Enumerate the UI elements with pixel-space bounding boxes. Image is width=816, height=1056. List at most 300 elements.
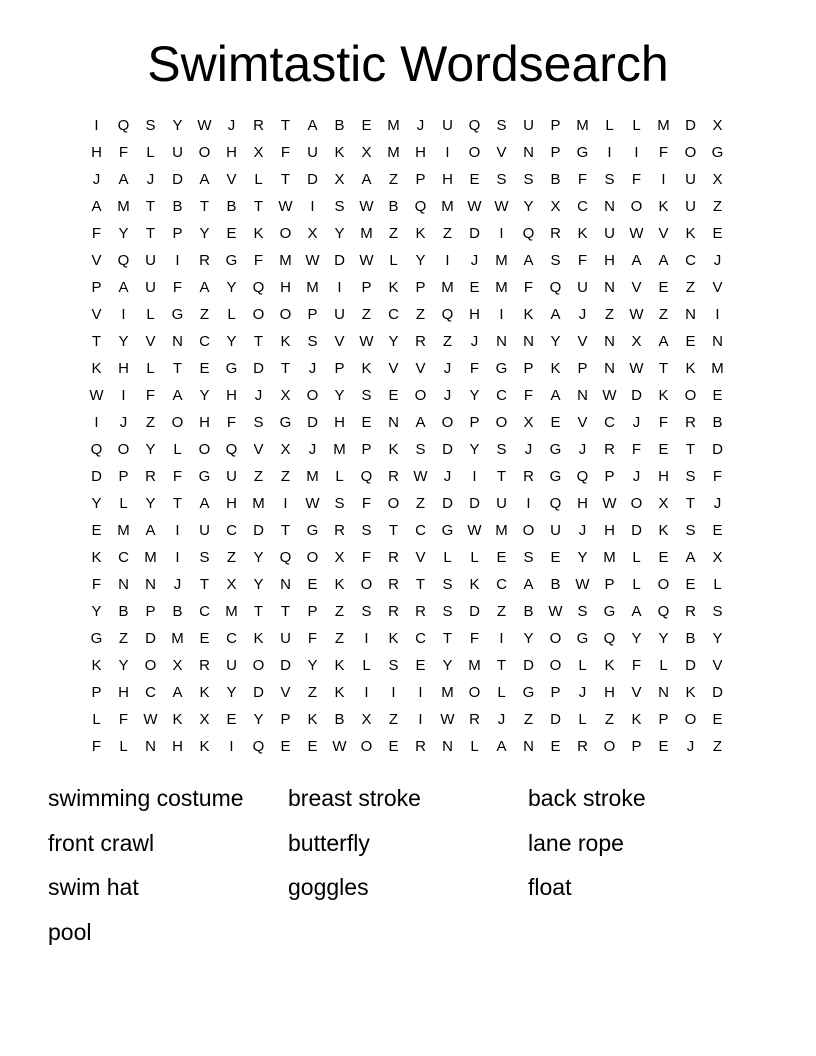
grid-letter: M [387, 117, 400, 134]
grid-letter: A [199, 279, 210, 296]
grid-letter: Y [577, 549, 588, 566]
grid-letter: G [576, 144, 589, 161]
grid-letter: K [550, 360, 561, 377]
grid-letter: P [658, 711, 669, 728]
grid-letter: Y [442, 657, 453, 674]
grid-letter: M [441, 279, 454, 296]
grid-letter: H [604, 684, 615, 701]
grid-letter: M [441, 198, 454, 215]
grid-letter: N [280, 576, 291, 593]
grid-letter: Z [118, 630, 129, 647]
grid-letter: Y [334, 225, 345, 242]
grid-letter: F [91, 225, 102, 242]
grid-letter: O [279, 306, 292, 323]
grid-letter: R [685, 603, 696, 620]
grid-letter: G [549, 441, 562, 458]
grid-letter: J [443, 387, 452, 404]
grid-letter: N [685, 306, 696, 323]
grid-letter: C [388, 306, 399, 323]
grid-letter: Y [388, 333, 399, 350]
grid-letter: E [550, 738, 561, 755]
grid-letter: U [496, 495, 507, 512]
grid-letter: S [712, 603, 723, 620]
grid-letter: L [227, 306, 236, 323]
grid-letter: R [577, 738, 588, 755]
grid-letter: V [226, 171, 237, 188]
letter-grid [83, 112, 731, 760]
grid-letter: K [388, 630, 399, 647]
grid-letter: O [198, 441, 211, 458]
grid-letter: M [495, 252, 508, 269]
grid-letter: L [92, 711, 101, 728]
grid-letter: C [685, 252, 696, 269]
grid-letter: R [388, 576, 399, 593]
grid-letter: A [631, 603, 642, 620]
grid-row [83, 112, 731, 139]
grid-letter: L [146, 306, 155, 323]
grid-letter: E [280, 738, 291, 755]
grid-letter: A [361, 171, 372, 188]
grid-letter: A [496, 738, 507, 755]
grid-letter: K [469, 576, 480, 593]
grid-letter: G [225, 360, 238, 377]
grid-letter: H [604, 252, 615, 269]
grid-letter: V [415, 549, 426, 566]
grid-letter: Z [604, 306, 615, 323]
grid-letter: M [495, 279, 508, 296]
grid-letter: A [523, 252, 534, 269]
grid-row [83, 274, 731, 301]
grid-letter: X [226, 576, 237, 593]
grid-letter: I [337, 279, 342, 296]
grid-letter: K [91, 360, 102, 377]
grid-letter: E [550, 414, 561, 431]
grid-letter: W [548, 603, 563, 620]
grid-letter: T [415, 576, 426, 593]
grid-letter: F [658, 144, 669, 161]
grid-letter: T [496, 468, 507, 485]
grid-row [83, 436, 731, 463]
grid-letter: G [603, 603, 616, 620]
grid-letter: T [685, 495, 696, 512]
grid-letter: B [226, 198, 237, 215]
grid-letter: S [361, 522, 372, 539]
grid-letter: Z [388, 225, 399, 242]
grid-letter: T [145, 198, 156, 215]
grid-row [83, 139, 731, 166]
grid-letter: V [712, 657, 723, 674]
grid-letter: J [443, 468, 452, 485]
grid-letter: M [711, 360, 724, 377]
grid-letter: M [576, 117, 589, 134]
grid-letter: I [229, 738, 234, 755]
grid-letter: K [307, 711, 318, 728]
grid-letter: M [171, 630, 184, 647]
grid-letter: U [685, 198, 696, 215]
grid-letter: V [496, 144, 507, 161]
grid-letter: X [712, 549, 723, 566]
grid-letter: V [577, 414, 588, 431]
word-list-item: breast stroke [288, 785, 421, 811]
grid-letter: H [334, 414, 345, 431]
grid-letter: U [577, 279, 588, 296]
grid-letter: R [388, 549, 399, 566]
grid-row [83, 544, 731, 571]
word-list-item: back stroke [528, 785, 646, 811]
grid-letter: T [199, 198, 210, 215]
grid-letter: J [470, 252, 479, 269]
grid-letter: V [91, 306, 102, 323]
grid-letter: N [118, 576, 129, 593]
grid-letter: F [280, 144, 291, 161]
grid-letter: I [499, 630, 504, 647]
grid-letter: E [496, 549, 507, 566]
grid-letter: S [442, 603, 453, 620]
grid-letter: P [361, 279, 372, 296]
grid-letter: J [713, 495, 722, 512]
grid-letter: A [199, 171, 210, 188]
grid-letter: E [361, 117, 372, 134]
grid-letter: M [117, 522, 130, 539]
grid-letter: L [659, 657, 668, 674]
grid-letter: P [469, 414, 480, 431]
grid-letter: X [631, 333, 642, 350]
grid-letter: P [631, 738, 642, 755]
grid-letter: I [445, 252, 450, 269]
grid-letter: S [550, 252, 561, 269]
grid-letter: E [550, 549, 561, 566]
grid-letter: F [307, 630, 318, 647]
grid-letter: J [524, 441, 533, 458]
grid-letter: M [117, 198, 130, 215]
grid-letter: A [91, 198, 102, 215]
grid-letter: K [199, 684, 210, 701]
grid-letter: E [712, 711, 723, 728]
grid-row [83, 733, 731, 760]
grid-letter: J [578, 684, 587, 701]
grid-letter: U [145, 252, 156, 269]
grid-row [83, 220, 731, 247]
grid-letter: Z [334, 603, 345, 620]
grid-letter: R [334, 522, 345, 539]
grid-letter: L [605, 117, 614, 134]
grid-row [83, 463, 731, 490]
grid-letter: P [415, 279, 426, 296]
word-list [48, 776, 768, 954]
grid-letter: J [713, 252, 722, 269]
grid-letter: W [575, 576, 590, 593]
grid-letter: F [118, 144, 129, 161]
grid-letter: K [172, 711, 183, 728]
grid-letter: N [172, 333, 183, 350]
grid-letter: B [172, 603, 183, 620]
grid-letter: S [442, 576, 453, 593]
grid-letter: N [523, 738, 534, 755]
grid-letter: J [308, 360, 317, 377]
grid-letter: O [252, 657, 265, 674]
grid-letter: F [361, 549, 372, 566]
grid-letter: F [253, 252, 264, 269]
grid-letter: Z [199, 306, 210, 323]
grid-letter: E [361, 414, 372, 431]
grid-letter: N [658, 684, 669, 701]
grid-letter: X [280, 387, 291, 404]
grid-letter: U [685, 171, 696, 188]
grid-letter: F [523, 387, 534, 404]
grid-letter: E [307, 576, 318, 593]
grid-letter: O [630, 495, 643, 512]
grid-letter: M [144, 549, 157, 566]
grid-letter: S [577, 603, 588, 620]
grid-letter: E [658, 279, 669, 296]
grid-letter: C [577, 198, 588, 215]
grid-letter: M [333, 441, 346, 458]
grid-letter: Y [469, 441, 480, 458]
grid-letter: Q [117, 117, 130, 134]
grid-letter: D [253, 360, 264, 377]
grid-letter: K [91, 657, 102, 674]
grid-letter: C [199, 603, 210, 620]
grid-letter: D [712, 684, 723, 701]
grid-letter: I [661, 171, 666, 188]
grid-letter: T [496, 657, 507, 674]
grid-letter: Y [118, 657, 129, 674]
grid-letter: R [685, 414, 696, 431]
grid-letter: Q [603, 630, 616, 647]
grid-letter: Z [253, 468, 264, 485]
grid-letter: V [145, 333, 156, 350]
grid-letter: O [684, 144, 697, 161]
grid-letter: J [578, 441, 587, 458]
grid-letter: K [685, 360, 696, 377]
grid-letter: G [522, 684, 535, 701]
grid-letter: D [685, 117, 696, 134]
grid-letter: W [305, 495, 320, 512]
grid-letter: T [91, 333, 102, 350]
word-list-item: swim hat [48, 874, 139, 900]
grid-letter: K [280, 333, 291, 350]
grid-letter: L [119, 738, 128, 755]
grid-letter: U [523, 117, 534, 134]
grid-letter: D [631, 522, 642, 539]
grid-letter: R [415, 603, 426, 620]
grid-letter: Z [496, 603, 507, 620]
grid-letter: J [497, 711, 506, 728]
grid-letter: M [657, 117, 670, 134]
grid-letter: T [280, 603, 291, 620]
grid-letter: F [631, 657, 642, 674]
grid-letter: Q [279, 549, 292, 566]
grid-letter: F [658, 414, 669, 431]
grid-row [83, 517, 731, 544]
word-list-item: float [528, 874, 572, 900]
grid-letter: J [632, 414, 641, 431]
grid-letter: X [712, 171, 723, 188]
grid-letter: S [496, 171, 507, 188]
grid-letter: U [280, 630, 291, 647]
grid-letter: S [361, 603, 372, 620]
grid-letter: W [278, 198, 293, 215]
grid-letter: O [495, 414, 508, 431]
grid-letter: H [118, 360, 129, 377]
grid-letter: V [91, 252, 102, 269]
grid-letter: K [658, 387, 669, 404]
grid-letter: B [172, 198, 183, 215]
grid-letter: Q [252, 738, 265, 755]
grid-letter: Z [712, 198, 723, 215]
grid-letter: X [523, 414, 534, 431]
word-list-item: butterfly [288, 829, 370, 856]
grid-letter: Y [199, 387, 210, 404]
grid-letter: W [467, 522, 482, 539]
grid-letter: Y [523, 198, 534, 215]
grid-letter: A [658, 333, 669, 350]
grid-letter: Z [415, 495, 426, 512]
grid-letter: R [469, 711, 480, 728]
grid-letter: K [334, 144, 345, 161]
grid-letter: F [145, 387, 156, 404]
grid-letter: I [472, 468, 477, 485]
grid-letter: S [307, 333, 318, 350]
grid-letter: F [91, 738, 102, 755]
grid-letter: H [604, 522, 615, 539]
grid-letter: B [334, 711, 345, 728]
grid-letter: Y [145, 495, 156, 512]
grid-letter: O [279, 225, 292, 242]
grid-letter: T [253, 603, 264, 620]
grid-letter: F [631, 171, 642, 188]
grid-letter: D [685, 657, 696, 674]
grid-letter: C [226, 630, 237, 647]
word-list-item: lane rope [528, 829, 624, 856]
grid-row [83, 409, 731, 436]
grid-letter: A [118, 279, 129, 296]
grid-letter: E [658, 738, 669, 755]
grid-letter: R [145, 468, 156, 485]
grid-letter: E [388, 387, 399, 404]
grid-letter: I [445, 144, 450, 161]
grid-letter: Q [225, 441, 238, 458]
grid-row [83, 247, 731, 274]
grid-letter: B [685, 630, 696, 647]
grid-letter: I [418, 711, 423, 728]
grid-letter: J [92, 171, 101, 188]
grid-letter: S [685, 468, 696, 485]
grid-letter: T [172, 360, 183, 377]
grid-letter: I [418, 684, 423, 701]
grid-letter: V [631, 684, 642, 701]
grid-letter: S [199, 549, 210, 566]
grid-letter: K [361, 360, 372, 377]
grid-letter: I [121, 306, 126, 323]
grid-letter: M [360, 225, 373, 242]
grid-letter: E [658, 549, 669, 566]
grid-letter: D [172, 171, 183, 188]
grid-letter: G [576, 630, 589, 647]
grid-letter: X [361, 711, 372, 728]
grid-letter: X [712, 117, 723, 134]
grid-letter: L [578, 657, 587, 674]
grid-letter: O [360, 738, 373, 755]
grid-letter: E [712, 522, 723, 539]
grid-letter: H [172, 738, 183, 755]
grid-letter: Q [549, 495, 562, 512]
grid-letter: U [145, 279, 156, 296]
grid-letter: C [496, 576, 507, 593]
grid-letter: S [145, 117, 156, 134]
grid-letter: E [469, 171, 480, 188]
grid-letter: T [280, 171, 291, 188]
grid-letter: K [658, 198, 669, 215]
grid-letter: W [440, 711, 455, 728]
grid-letter: S [496, 441, 507, 458]
grid-letter: X [361, 144, 372, 161]
grid-letter: P [577, 360, 588, 377]
grid-letter: X [280, 441, 291, 458]
grid-letter: I [175, 252, 180, 269]
grid-letter: V [388, 360, 399, 377]
grid-letter: D [91, 468, 102, 485]
grid-letter: H [118, 684, 129, 701]
grid-letter: I [94, 117, 99, 134]
grid-letter: K [388, 441, 399, 458]
grid-letter: G [90, 630, 103, 647]
grid-letter: T [253, 333, 264, 350]
grid-letter: Y [91, 603, 102, 620]
grid-letter: J [632, 468, 641, 485]
grid-letter: S [523, 171, 534, 188]
grid-letter: I [526, 495, 531, 512]
grid-letter: K [415, 225, 426, 242]
grid-letter: Z [361, 306, 372, 323]
grid-letter: Q [414, 198, 427, 215]
grid-letter: I [94, 414, 99, 431]
grid-letter: F [118, 711, 129, 728]
grid-letter: I [364, 684, 369, 701]
grid-letter: S [523, 549, 534, 566]
grid-letter: V [631, 279, 642, 296]
grid-letter: L [632, 117, 641, 134]
grid-letter: C [415, 630, 426, 647]
grid-letter: T [685, 441, 696, 458]
grid-letter: M [387, 144, 400, 161]
grid-letter: A [550, 306, 561, 323]
grid-letter: P [604, 468, 615, 485]
grid-letter: J [578, 522, 587, 539]
grid-letter: I [499, 225, 504, 242]
grid-letter: R [199, 252, 210, 269]
grid-letter: L [173, 441, 182, 458]
grid-letter: F [577, 171, 588, 188]
grid-letter: M [603, 549, 616, 566]
grid-row [83, 625, 731, 652]
grid-letter: A [658, 252, 669, 269]
page-title: Swimtastic Wordsearch [147, 36, 669, 92]
grid-letter: E [712, 225, 723, 242]
grid-letter: W [359, 333, 374, 350]
grid-letter: Z [712, 738, 723, 755]
grid-letter: O [468, 684, 481, 701]
grid-letter: G [711, 144, 724, 161]
grid-letter: K [523, 306, 534, 323]
grid-letter: W [197, 117, 212, 134]
grid-row [83, 490, 731, 517]
grid-letter: T [280, 522, 291, 539]
grid-letter: C [145, 684, 156, 701]
grid-letter: T [388, 522, 399, 539]
grid-letter: K [253, 630, 264, 647]
grid-letter: Q [360, 468, 373, 485]
